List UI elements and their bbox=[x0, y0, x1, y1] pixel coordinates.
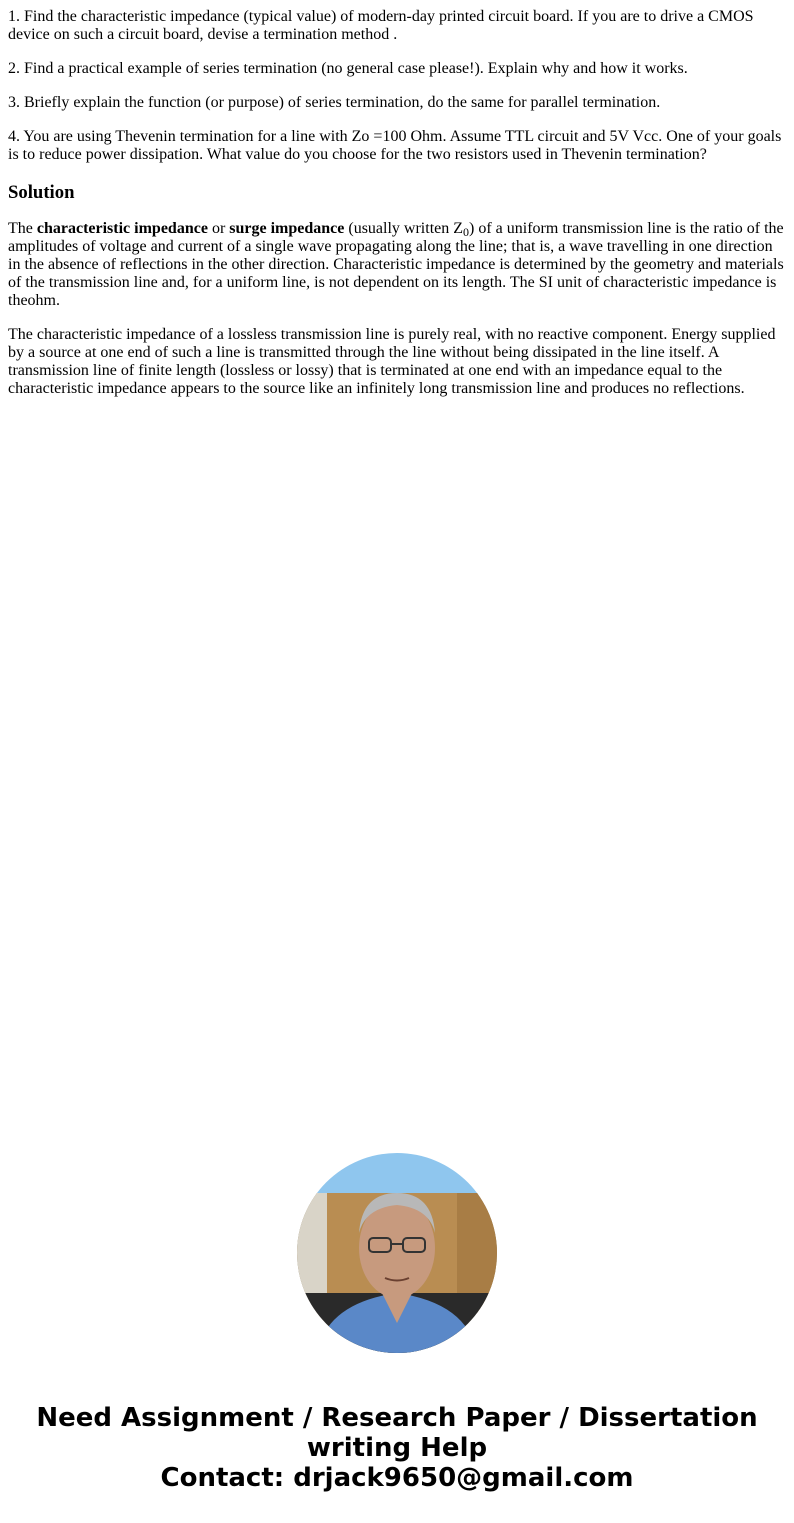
subscript: 0 bbox=[463, 225, 470, 239]
banner-line-1: Need Assignment / Research Paper / Dissertation bbox=[36, 1403, 758, 1433]
contact-banner bbox=[0, 1403, 794, 1493]
text-run: or bbox=[207, 220, 230, 237]
term-characteristic-impedance: characteristic impedance bbox=[36, 220, 208, 237]
banner-contact-email: Contact: drjack9650@gmail.com bbox=[160, 1463, 634, 1493]
banner-line-2: writing Help bbox=[306, 1433, 488, 1463]
solution-heading: Solution bbox=[8, 182, 75, 203]
solution-paragraph-2: The characteristic impedance of a lossless transmission line is purely real, with no reactive component. Energy supplied by a source at one end of such a line is transmitted through the line without being dissipated in the line itself. A transmission line of finite length (lossless or lossy) that is terminated at one end with an impedance equal to the characteristic impedance appears to the source like an infinitely long transmission line and produces no reflections. bbox=[8, 326, 776, 397]
question-4: 4. You are using Thevenin termination for a line with Zo =100 Ohm. Assume TTL circuit and 5V Vcc. One of your goals is to reduce power dissipation. What value do you choose for the two resistors used in Thevenin termination? bbox=[8, 128, 782, 163]
question-1: 1. Find the characteristic impedance (typical value) of modern-day printed circuit board. If you are to drive a CMOS device on such a circuit board, devise a termination method . bbox=[8, 8, 754, 43]
solution-paragraph-1 bbox=[8, 220, 786, 310]
question-2: 2. Find a practical example of series termination (no general case please!). Explain why and how it works. bbox=[8, 60, 688, 77]
question-3: 3. Briefly explain the function (or purpose) of series termination, do the same for parallel termination. bbox=[8, 94, 661, 111]
author-avatar bbox=[297, 1153, 497, 1353]
text-run: The bbox=[8, 220, 37, 237]
term-surge-impedance: surge impedance bbox=[229, 220, 345, 237]
text-run: ) of a uniform transmission line is the ratio of the amplitudes of voltage and current of a single wave propagating along the line; that is, a wave travelling in one direction in the absence of reflections in the other direction. Characteristic impedance is determined by the geometry and materials of the transmission line and, for a uniform line, is not dependent on its length. The SI unit of characteristic impedance is theohm. bbox=[8, 220, 784, 309]
text-run: (usually written Z bbox=[344, 220, 464, 237]
document-body bbox=[8, 0, 786, 414]
portrait-photo bbox=[297, 1153, 497, 1353]
